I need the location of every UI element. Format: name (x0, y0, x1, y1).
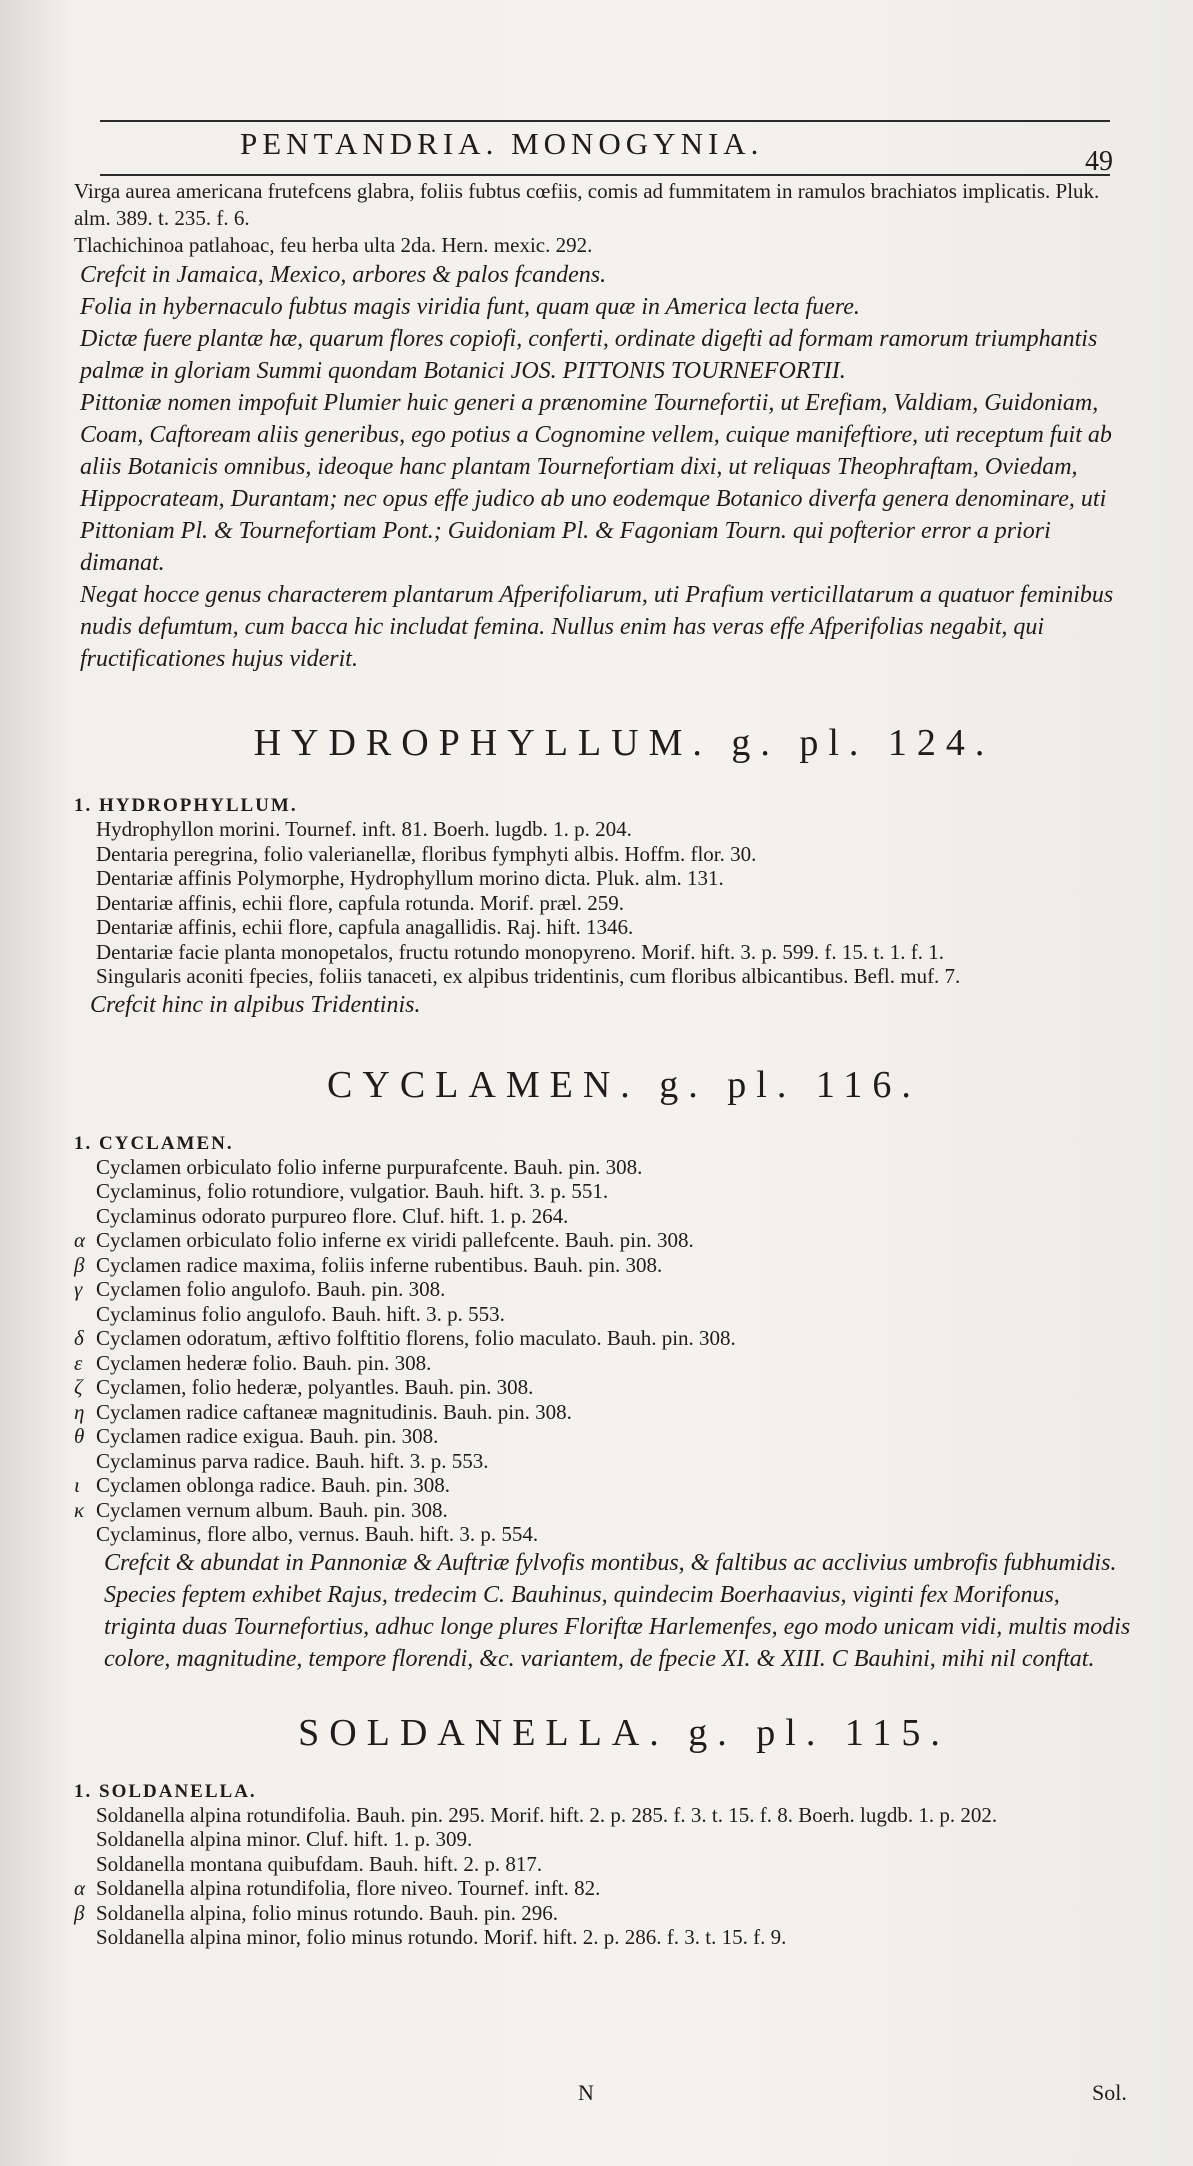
variety-marker: α (74, 1876, 86, 1900)
synonym-line (74, 1424, 1134, 1449)
synonym-line (74, 1876, 1134, 1901)
synonym-line (74, 1852, 1134, 1877)
hydrophyllum-synonym-list (74, 817, 1134, 989)
intro-note-folia: Folia in hybernaculo fubtus magis viridia funt, quam quæ in America lecta fuere. (80, 294, 860, 320)
synonym-line: Dentariæ facie planta monopetalos, fructu rotundo monopyreno. Morif. hift. 3. p. 599. f. 15. t. 1. f. 1. (96, 939, 944, 964)
synonym-line (74, 1827, 1134, 1852)
synonym-line (74, 1498, 1134, 1523)
header-bottom-rule (100, 174, 1110, 176)
running-header: PENTANDRIA. MONOGYNIA. (240, 126, 764, 161)
signature-mark: N (578, 2080, 594, 2105)
synonym-text: Cyclaminus folio angulofo. Bauh. hift. 3. p. 553. (96, 1301, 505, 1326)
variety-marker: α (74, 1228, 86, 1252)
synonym-text: Cyclaminus parva radice. Bauh. hift. 3. p. 553. (96, 1448, 489, 1473)
variety-marker: γ (74, 1277, 83, 1301)
synonym-line (74, 1351, 1134, 1376)
synonym-text: Cyclamen, folio hederæ, polyantles. Bauh. pin. 308. (96, 1375, 534, 1399)
synonym-text: Soldanella alpina minor, folio minus rotundo. Morif. hift. 2. p. 286. f. 3. t. 15. f. 9. (96, 1925, 787, 1949)
catchword: Sol. (1092, 2080, 1127, 2105)
synonym-line (74, 1925, 1134, 1950)
synonym-text: Cyclaminus, folio rotundiore, vulgatior. Bauh. hift. 3. p. 551. (96, 1179, 609, 1203)
synonym-line: Singularis aconiti fpecies, foliis tanaceti, ex alpibus tridentinis, cum floribus albicantibus. Befl. muf. 7. (96, 964, 961, 988)
genus-heading-soldanella: SOLDANELLA. g. pl. 115. (298, 1711, 950, 1754)
synonym-line (74, 1277, 1134, 1302)
hydrophyllum-habitat: Crefcit hinc in alpibus Tridentinis. (90, 991, 421, 1018)
synonym-line (74, 1375, 1134, 1400)
synonym-text: Cyclamen radice exigua. Bauh. pin. 308. (96, 1424, 439, 1448)
synonym-text: Cyclamen hederæ folio. Bauh. pin. 308. (96, 1350, 432, 1375)
synonym-line: Dentaria peregrina, folio valerianellæ, floribus fymphyti albis. Hoffm. flor. 30. (96, 841, 757, 866)
synonym-line (74, 1204, 1134, 1229)
synonym-text: Cyclaminus odorato purpureo flore. Cluf. hift. 1. p. 264. (96, 1203, 569, 1228)
synonym-text: Cyclamen orbiculato folio inferne purpurafcente. Bauh. pin. 308. (96, 1154, 643, 1179)
synonym-line (74, 1179, 1134, 1204)
variety-marker: ι (74, 1473, 80, 1497)
species-heading-hydrophyllum: 1. HYDROPHYLLUM. (74, 795, 298, 816)
synonym-line: Dentariæ affinis, echii flore, capfula anagallidis. Raj. hift. 1346. (96, 915, 634, 939)
synonym-text: Soldanella montana quibufdam. Bauh. hift. 2. p. 817. (96, 1851, 543, 1876)
variety-marker: ζ (74, 1375, 83, 1399)
intro-habitat: Crefcit in Jamaica, Mexico, arbores & palos fcandens. (80, 262, 607, 288)
intro-note-dictae: Dictæ fuere plantæ hæ, quarum flores copiofi, conferti, ordinate digefti ad formam ramorum triumphantis palmæ in gloriam Summi quondam Botanici JOS. PITTONIS TOURNEFORTII. (80, 326, 1098, 384)
synonym-line (74, 1400, 1134, 1425)
variety-marker: θ (74, 1424, 85, 1448)
synonym-text: Cyclamen oblonga radice. Bauh. pin. 308. (96, 1473, 450, 1497)
intro-note-negat: Negat hocce genus characterem plantarum Afperifoliarum, uti Prafium verticillatarum a quatuor feminibus nudis defumtum, cum bacca hic includat femina. Nullus enim has veras effe Afperifolias negabit, qui fructificationes hujus viderit. (80, 582, 1114, 672)
genus-heading-cyclamen: CYCLAMEN. g. pl. 116. (327, 1063, 921, 1106)
cyclamen-habitat: Crefcit & abundat in Pannoniæ & Auftriæ fylvofis montibus, & faltibus ac acclivius umbrofis fubhumidis. (104, 1549, 1117, 1576)
synonym-text: Soldanella alpina rotundifolia. Bauh. pin. 295. Morif. hift. 2. p. 285. f. 3. t. 15. f. 8. Boerh. lugdb. 1. p. 202. (96, 1802, 998, 1827)
synonym-text: Soldanella alpina minor. Cluf. hift. 1. p. 309. (96, 1827, 473, 1851)
variety-marker: δ (74, 1326, 84, 1350)
synonym-text: Soldanella alpina, folio minus rotundo. Bauh. pin. 296. (96, 1900, 558, 1925)
variety-marker: β (74, 1252, 85, 1277)
intro-note-pittoniae: Pittoniæ nomen impofuit Plumier huic generi a prænomine Tournefortii, ut Erefiam, Valdiam, Guidoniam, Coam, Caftoream aliis generibus, ego potius a Cognomine vellem, cuique manifeftiore, uti receptum fuit ab aliis Botanicis omnibus, ideoque hanc plantam Tournefortiam dixi, ut reliquas Theophraftam, Oviedam, Hippocrateam, Durantam; nec opus effe judico ab uno eodemque Botanico diverfa genera denominare, uti Pittoniam Pl. & Tournefortiam Pont.; Guidoniam Pl. & Fagoniam Tourn. qui pofterior error a priori dimanat. (80, 390, 1112, 576)
page-body (74, 178, 1134, 1950)
variety-marker: ε (74, 1350, 83, 1375)
synonym-text: Cyclamen odoratum, æftivo folftitio florens, folio maculato. Bauh. pin. 308. (96, 1326, 736, 1350)
synonym-text: Cyclamen radice caftaneæ magnitudinis. Bauh. pin. 308. (96, 1399, 572, 1424)
synonym-line (74, 1302, 1134, 1327)
header-top-rule (100, 120, 1110, 122)
species-heading-cyclamen: 1. CYCLAMEN. (74, 1132, 234, 1154)
synonym-line (74, 1326, 1134, 1351)
synonym-line (74, 1449, 1134, 1474)
synonym-text: Cyclamen folio angulofo. Bauh. pin. 308. (96, 1277, 446, 1301)
synonym-line (74, 1473, 1134, 1498)
cyclamen-synonym-list (74, 1155, 1134, 1547)
synonym-line: Dentariæ affinis Polymorphe, Hydrophyllum morino dicta. Pluk. alm. 131. (96, 866, 724, 890)
synonym-line (74, 1901, 1134, 1926)
synonym-line (74, 1522, 1134, 1547)
synonym-text: Cyclamen radice maxima, foliis inferne rubentibus. Bauh. pin. 308. (96, 1252, 663, 1277)
synonym-line: Hydrophyllon morini. Tournef. inft. 81. Boerh. lugdb. 1. p. 204. (96, 817, 632, 841)
cyclamen-note-species: Species feptem exhibet Rajus, tredecim C. Bauhinus, quindecim Boerhaavius, viginti fex Morifonus, triginta duas Tournefortius, adhuc longe plures Floriftæ Harlemenfes, ego modo unicam vidi, multis modis colore, magnitudine, tempore florendi, &c. variantem, de fpecie XI. & XIII. C Bauhini, mihi nil conftat. (104, 1581, 1131, 1672)
variety-marker: η (74, 1399, 85, 1424)
synonym-line (74, 1228, 1134, 1253)
synonym-text: Soldanella alpina rotundifolia, flore niveo. Tournef. inft. 82. (96, 1876, 601, 1900)
intro-synonym-2: Tlachichinoa patlahoac, feu herba ulta 2da. Hern. mexic. 292. (74, 233, 593, 257)
species-heading-soldanella: 1. SOLDANELLA. (74, 1780, 257, 1802)
soldanella-synonym-list (74, 1803, 1134, 1950)
synonym-text: Cyclaminus, flore albo, vernus. Bauh. hift. 3. p. 554. (96, 1522, 539, 1546)
synonym-text: Cyclamen vernum album. Bauh. pin. 308. (96, 1497, 448, 1522)
intro-synonym-1: Virga aurea americana frutefcens glabra, foliis fubtus cœfiis, comis ad fummitatem in ramulos brachiatos implicatis. Pluk. alm. 389. t. 235. f. 6. (74, 179, 1100, 230)
synonym-text: Cyclamen orbiculato folio inferne ex viridi pallefcente. Bauh. pin. 308. (96, 1228, 694, 1252)
variety-marker: κ (74, 1497, 85, 1522)
variety-marker: β (74, 1900, 85, 1925)
synonym-line (74, 1803, 1134, 1828)
synonym-line (74, 1155, 1134, 1180)
synonym-line (74, 1253, 1134, 1278)
page-number: 49 (1085, 146, 1113, 177)
synonym-line: Dentariæ affinis, echii flore, capfula rotunda. Morif. præl. 259. (96, 890, 624, 915)
genus-heading-hydrophyllum: HYDROPHYLLUM. g. pl. 124. (253, 722, 995, 764)
